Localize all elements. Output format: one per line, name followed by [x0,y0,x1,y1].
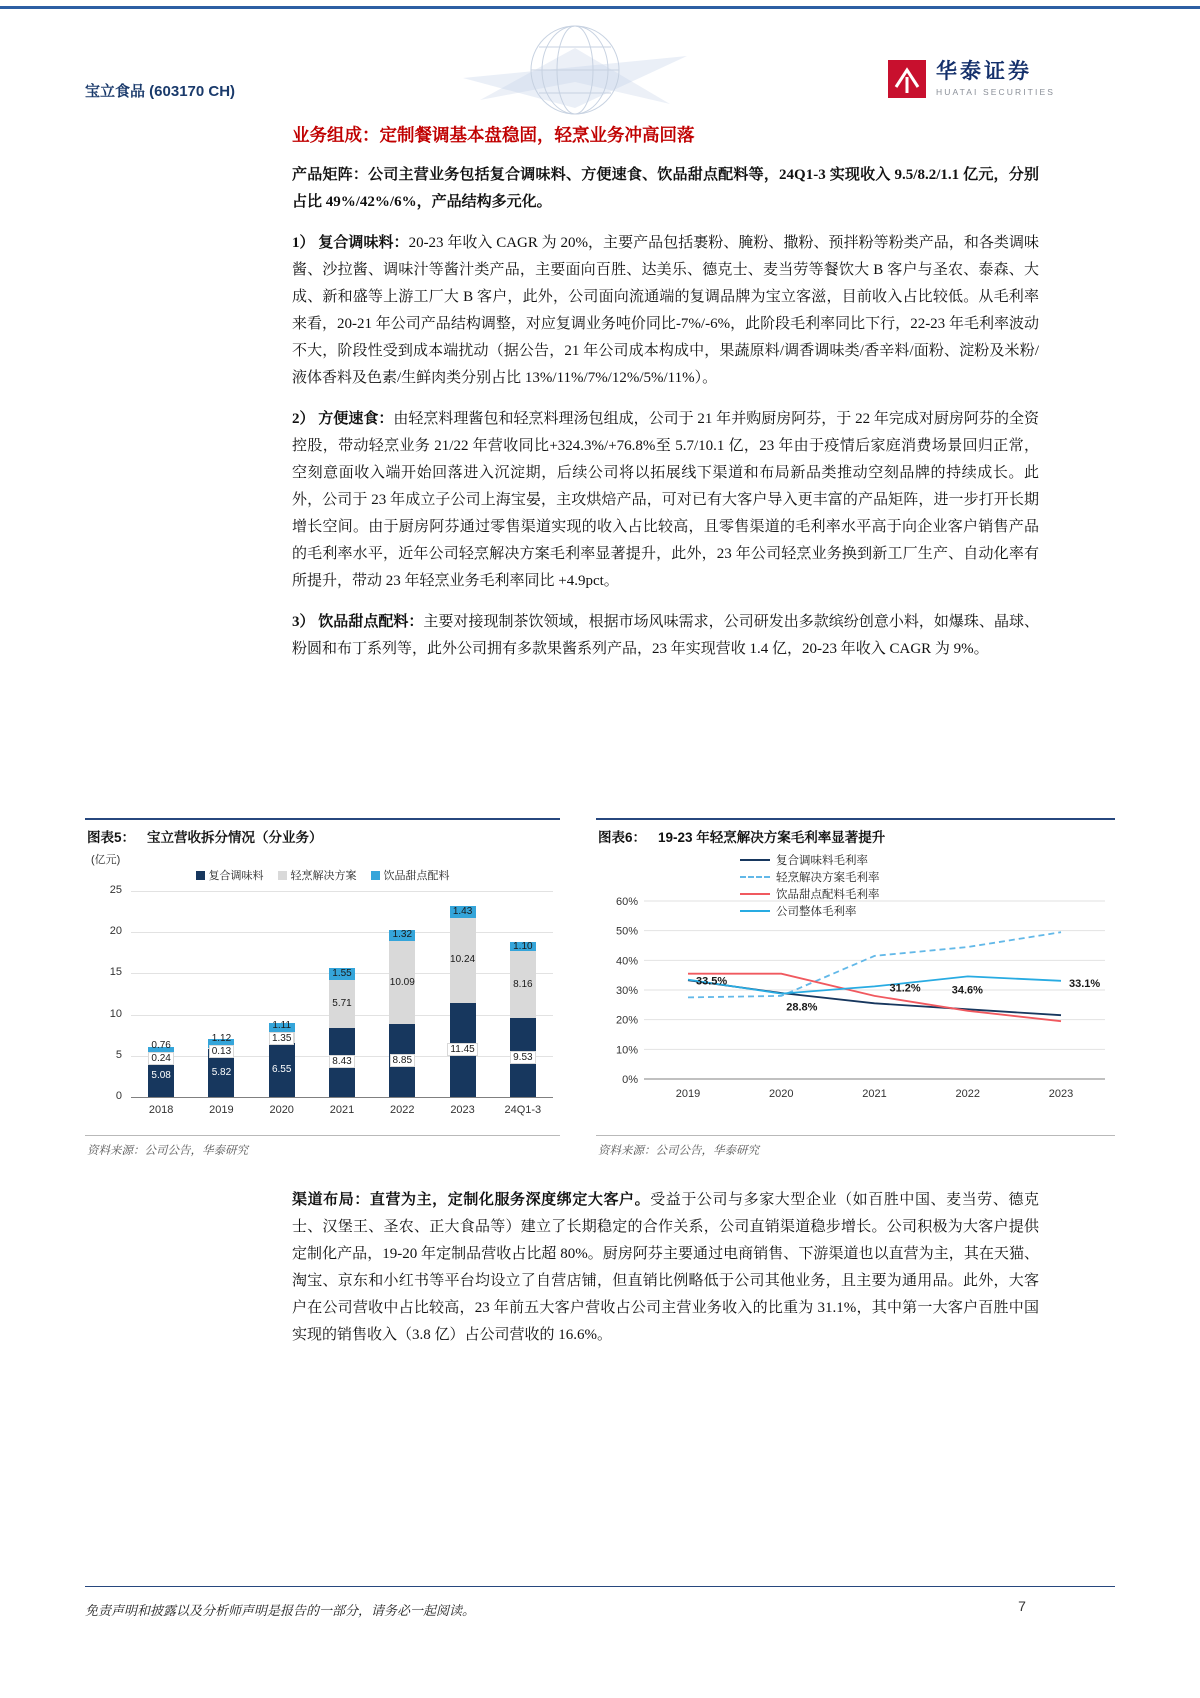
bar-label [319,997,365,1010]
legend-swatch-icon [371,871,380,880]
bar-label-text: 0.13 [209,1045,234,1058]
y-tick-label: 0% [622,1074,638,1086]
y-tick-label: 20% [615,1014,638,1027]
data-point-label: 33.5% [696,975,728,988]
legend-label: 轻烹解决方案 [290,870,357,882]
legend-line-icon [740,893,770,895]
bar-label [500,978,546,991]
figure5-title [85,818,560,851]
y-tick-label: 20 [109,925,122,938]
channel-paragraph [292,1187,1039,1349]
series-line [688,976,1061,993]
bar-label [198,1045,244,1058]
grid-line [131,932,553,933]
x-tick-label: 2021 [329,1104,355,1116]
section-text-2: 由轻烹料理酱包和轻烹料理汤包组成，公司于 21 年并购厨房阿芬，于 22 年完成对厨房阿芬的全资控股，带动轻烹业务 21/22 年营收同比+324.3%/+76.8%至 5.7/10.1 亿，23 年由于疫情后家庭消费场景回归正常，空刻意面收入端开始回落进入沉淀期，后续公司将以拓展线下渠道和布局新品类推动空刻品牌的持续成长。此外，公司于 23 年成立子公司上海宝晏，主攻烘焙产品，可对已有大客户导入更丰富的产品矩阵，进一步打开长期增长空间。由于厨房阿芬通过零售渠道实现的收入占比较高，且零售渠道的毛利率水平高于向企业客户销售产品的毛利率水平，近年公司轻烹解决方案毛利率显著提升，此外，23 年公司轻烹业务换到新工厂生产、自动化率有所提升，带动 23 年轻烹业务毛利率同比 +4.9pct。 [292,411,1039,589]
y-tick-label: 10% [615,1044,638,1057]
bar-label-text: 5.71 [332,998,352,1009]
footer-disclaimer: 免责声明和披露以及分析师声明是报告的一部分，请务必一起阅读。 [85,1603,476,1618]
bar-label-text: 1.10 [513,940,533,952]
figure6-title-text: 19-23 年轻烹解决方案毛利率显著提升 [658,830,886,845]
article-body [292,122,1039,677]
bar-label [319,967,365,980]
bar-label [379,976,425,989]
bar-label [259,1063,305,1076]
figure6-legend [740,851,880,919]
y-tick-label: 0 [115,1090,122,1102]
x-tick-label: 2020 [269,1104,294,1116]
legend-label: 饮品甜点配料毛利率 [776,888,880,901]
bar-label-text: 5.08 [151,1070,171,1082]
data-point-label: 33.1% [1069,977,1101,990]
bar-label [319,1055,365,1068]
y-tick-label: 25 [109,884,122,896]
legend-item [196,867,264,883]
legend-item [740,902,880,919]
bar-label [440,1043,486,1056]
bar-label [259,1019,305,1032]
legend-label: 复合调味料 [208,870,264,882]
bar-label-text: 0.76 [151,1039,171,1051]
legend-line-icon [740,876,770,878]
y-tick-label: 5 [115,1048,122,1061]
legend-label: 饮品甜点配料 [383,870,450,882]
channel-lead: 渠道布局：直营为主，定制化服务深度绑定大客户。 [292,1192,651,1208]
legend-swatch-icon [278,871,287,880]
bar-label [500,940,546,953]
channel-text: 受益于公司与多家大型企业（如百胜中国、麦当劳、德克士、汉堡王、圣农、正大食品等）建立了长期稳定的合作关系，公司直销渠道稳步增长。公司积极为大客户提供定制化产品，19-20 年定制品营收占比超 80%。厨房阿芬主要通过电商销售、下游渠道也以直营为主，其在天猫、淘宝、京东和小红书等平台均设立了自营店铺，但直销比例略低于公司其他业务，且主要为通用品。此外，大客户在公司营收中占比较高，23 年前五大客户营收占公司主营业务收入的比重为 31.1%，其中第一大客户百胜中国实现的销售收入（3.8 亿）占公司营收的 16.6%。 [292,1192,1039,1343]
data-point-label: 31.2% [889,982,921,995]
brand-name-cn: 华泰证券 [936,60,1032,83]
bar-label-text: 1.43 [452,906,473,918]
huatai-logo [888,60,1055,98]
bar-label-text: 8.43 [329,1055,354,1068]
figures-row [85,818,1115,1158]
bar-label-text: 1.11 [272,1019,292,1031]
bar-label [379,928,425,941]
legend-item [740,868,880,885]
legend-label: 复合调味料毛利率 [776,854,868,867]
section-paragraph-2 [292,406,1039,595]
brand-name-en: HUATAI SECURITIES [936,87,1055,97]
figure5-source: 资料来源：公司公告，华泰研究 [85,1135,560,1158]
legend-line-icon [740,859,770,861]
series-line [688,980,1061,1015]
huatai-logo-icon [888,60,926,98]
y-tick-label: 15 [109,966,122,979]
section-lead-3: 3） 饮品甜点配料： [292,614,424,630]
top-accent-line [0,6,1200,9]
x-tick-label: 2021 [862,1088,887,1100]
section-paragraph-1 [292,230,1039,392]
x-tick-label: 2019 [675,1088,701,1100]
bar-label [198,1032,244,1045]
bar-label [440,905,486,918]
x-tick-label: 2018 [148,1104,174,1116]
stock-code-label: 宝立食品 (603170 CH) [85,83,236,100]
figure6-label: 图表6： [598,830,647,845]
section-paragraph-3 [292,609,1039,663]
bar-label-text: 10.24 [450,954,476,966]
section-text-1: 20-23 年收入 CAGR 为 20%，主要产品包括裹粉、腌粉、撒粉、预拌粉等粉类产品，和各类调味酱、沙拉酱、调味汁等酱汁类产品，主要面向百胜、达美乐、德克士、麦当劳等餐饮大 B 客户与圣农、泰森、大成、新和盛等上游工厂大 B 客户，此外，公司面向流通端的复调品牌为宝立客滋，目前收入占比较低。从毛利率来看，20-21 年公司产品结构调整，对应复调业务吨价同比-7%/-6%，此阶段毛利率同比下行，22-23 年毛利率波动不大，阶段性受到成本端扰动（据公告，21 年公司成本构成中，果蔬原料/调香调味类/香辛料/面粉、淀粉及米粉/液体香料及色素/生鲜肉类分别占比 13%/11%/7%/12%/5%/11%）。 [292,235,1039,386]
bar-label-text: 0.24 [148,1052,173,1065]
x-tick-label: 2019 [209,1104,234,1116]
figure6-canvas-wrap [596,851,1115,1133]
bar-label [138,1039,184,1052]
legend-item [278,867,357,883]
figure5-unit-label: (亿元) [91,854,121,866]
legend-swatch-icon [196,871,205,880]
x-tick-label: 2020 [769,1088,794,1100]
data-point-label: 34.6% [951,984,983,997]
figure5 [85,818,560,1158]
grid-line [131,891,553,892]
legend-item [740,885,880,902]
x-tick-label: 2023 [1048,1088,1074,1100]
figure5-canvas [85,851,560,1133]
legend-item [740,851,880,868]
figure6-title [596,818,1115,851]
bar-label-text: 1.32 [392,929,413,941]
footer-divider [85,1586,1115,1587]
bar-label-text: 8.85 [390,1054,415,1067]
y-tick-label: 50% [615,925,638,938]
huatai-logo-text [936,60,1055,97]
bar-label-text: 1.35 [269,1032,294,1045]
bar-label [379,1054,425,1067]
y-tick-label: 60% [615,896,638,908]
bar-label-text: 5.82 [211,1067,232,1079]
section-lead-2: 2） 方便速食： [292,411,394,427]
section-title: 业务组成：定制餐调基本盘稳固，轻烹业务冲高回落 [292,125,695,145]
legend-label: 轻烹解决方案毛利率 [776,871,880,884]
figure6 [596,818,1115,1158]
y-tick-label: 30% [615,985,638,997]
figure5-legend [85,867,560,883]
legend-item [371,867,450,883]
legend-line-icon [740,910,770,912]
bar-label-text: 1.12 [211,1033,232,1045]
series-line [688,974,1061,1022]
x-tick-label: 2022 [955,1088,980,1100]
y-tick-label: 10 [109,1007,122,1020]
y-tick-label: 40% [615,955,638,968]
bar-label-text: 10.09 [389,976,415,988]
figure5-label: 图表5： [87,830,136,845]
grid-line [131,1097,553,1098]
bar-label [500,1051,546,1064]
bar-label-text: 9.53 [510,1051,535,1064]
bar-label [138,1069,184,1082]
section-text-3: 主要对接现制茶饮领域，根据市场风味需求，公司研发出多款缤纷创意小料，如爆珠、晶球、粉圆和布丁系列等，此外公司拥有多款果酱系列产品，23 年实现营收 1.4 亿，20-23 年收入 CAGR 为 9%。 [292,614,1039,657]
intro-paragraph: 产品矩阵：公司主营业务包括复合调味料、方便速食、饮品甜点配料等，24Q1-3 实现收入 9.5/8.2/1.1 亿元，分别占比 49%/42%/6%，产品结构多元化。 [292,167,1039,210]
bar-label [259,1032,305,1045]
x-tick-label: 2022 [390,1104,415,1116]
bar-label [440,953,486,966]
bar-label-text: 8.16 [513,978,533,990]
data-point-label: 28.8% [786,1001,818,1014]
bar-label-text: 6.55 [271,1064,292,1075]
legend-label: 公司整体毛利率 [776,905,857,918]
bar-label-text: 1.55 [332,968,352,980]
globe-decoration-icon [425,20,725,120]
x-tick-label: 24Q1-3 [504,1104,542,1116]
bar-label [198,1066,244,1079]
bar-label-text: 11.45 [447,1043,477,1056]
figure6-source: 资料来源：公司公告，华泰研究 [596,1135,1115,1158]
x-tick-label: 2023 [450,1104,475,1116]
bar-label [138,1052,184,1065]
page-number: 7 [1018,1598,1026,1614]
section-lead-1: 1） 复合调味料： [292,235,409,251]
figure5-title-text: 宝立营收拆分情况（分业务） [147,830,323,845]
